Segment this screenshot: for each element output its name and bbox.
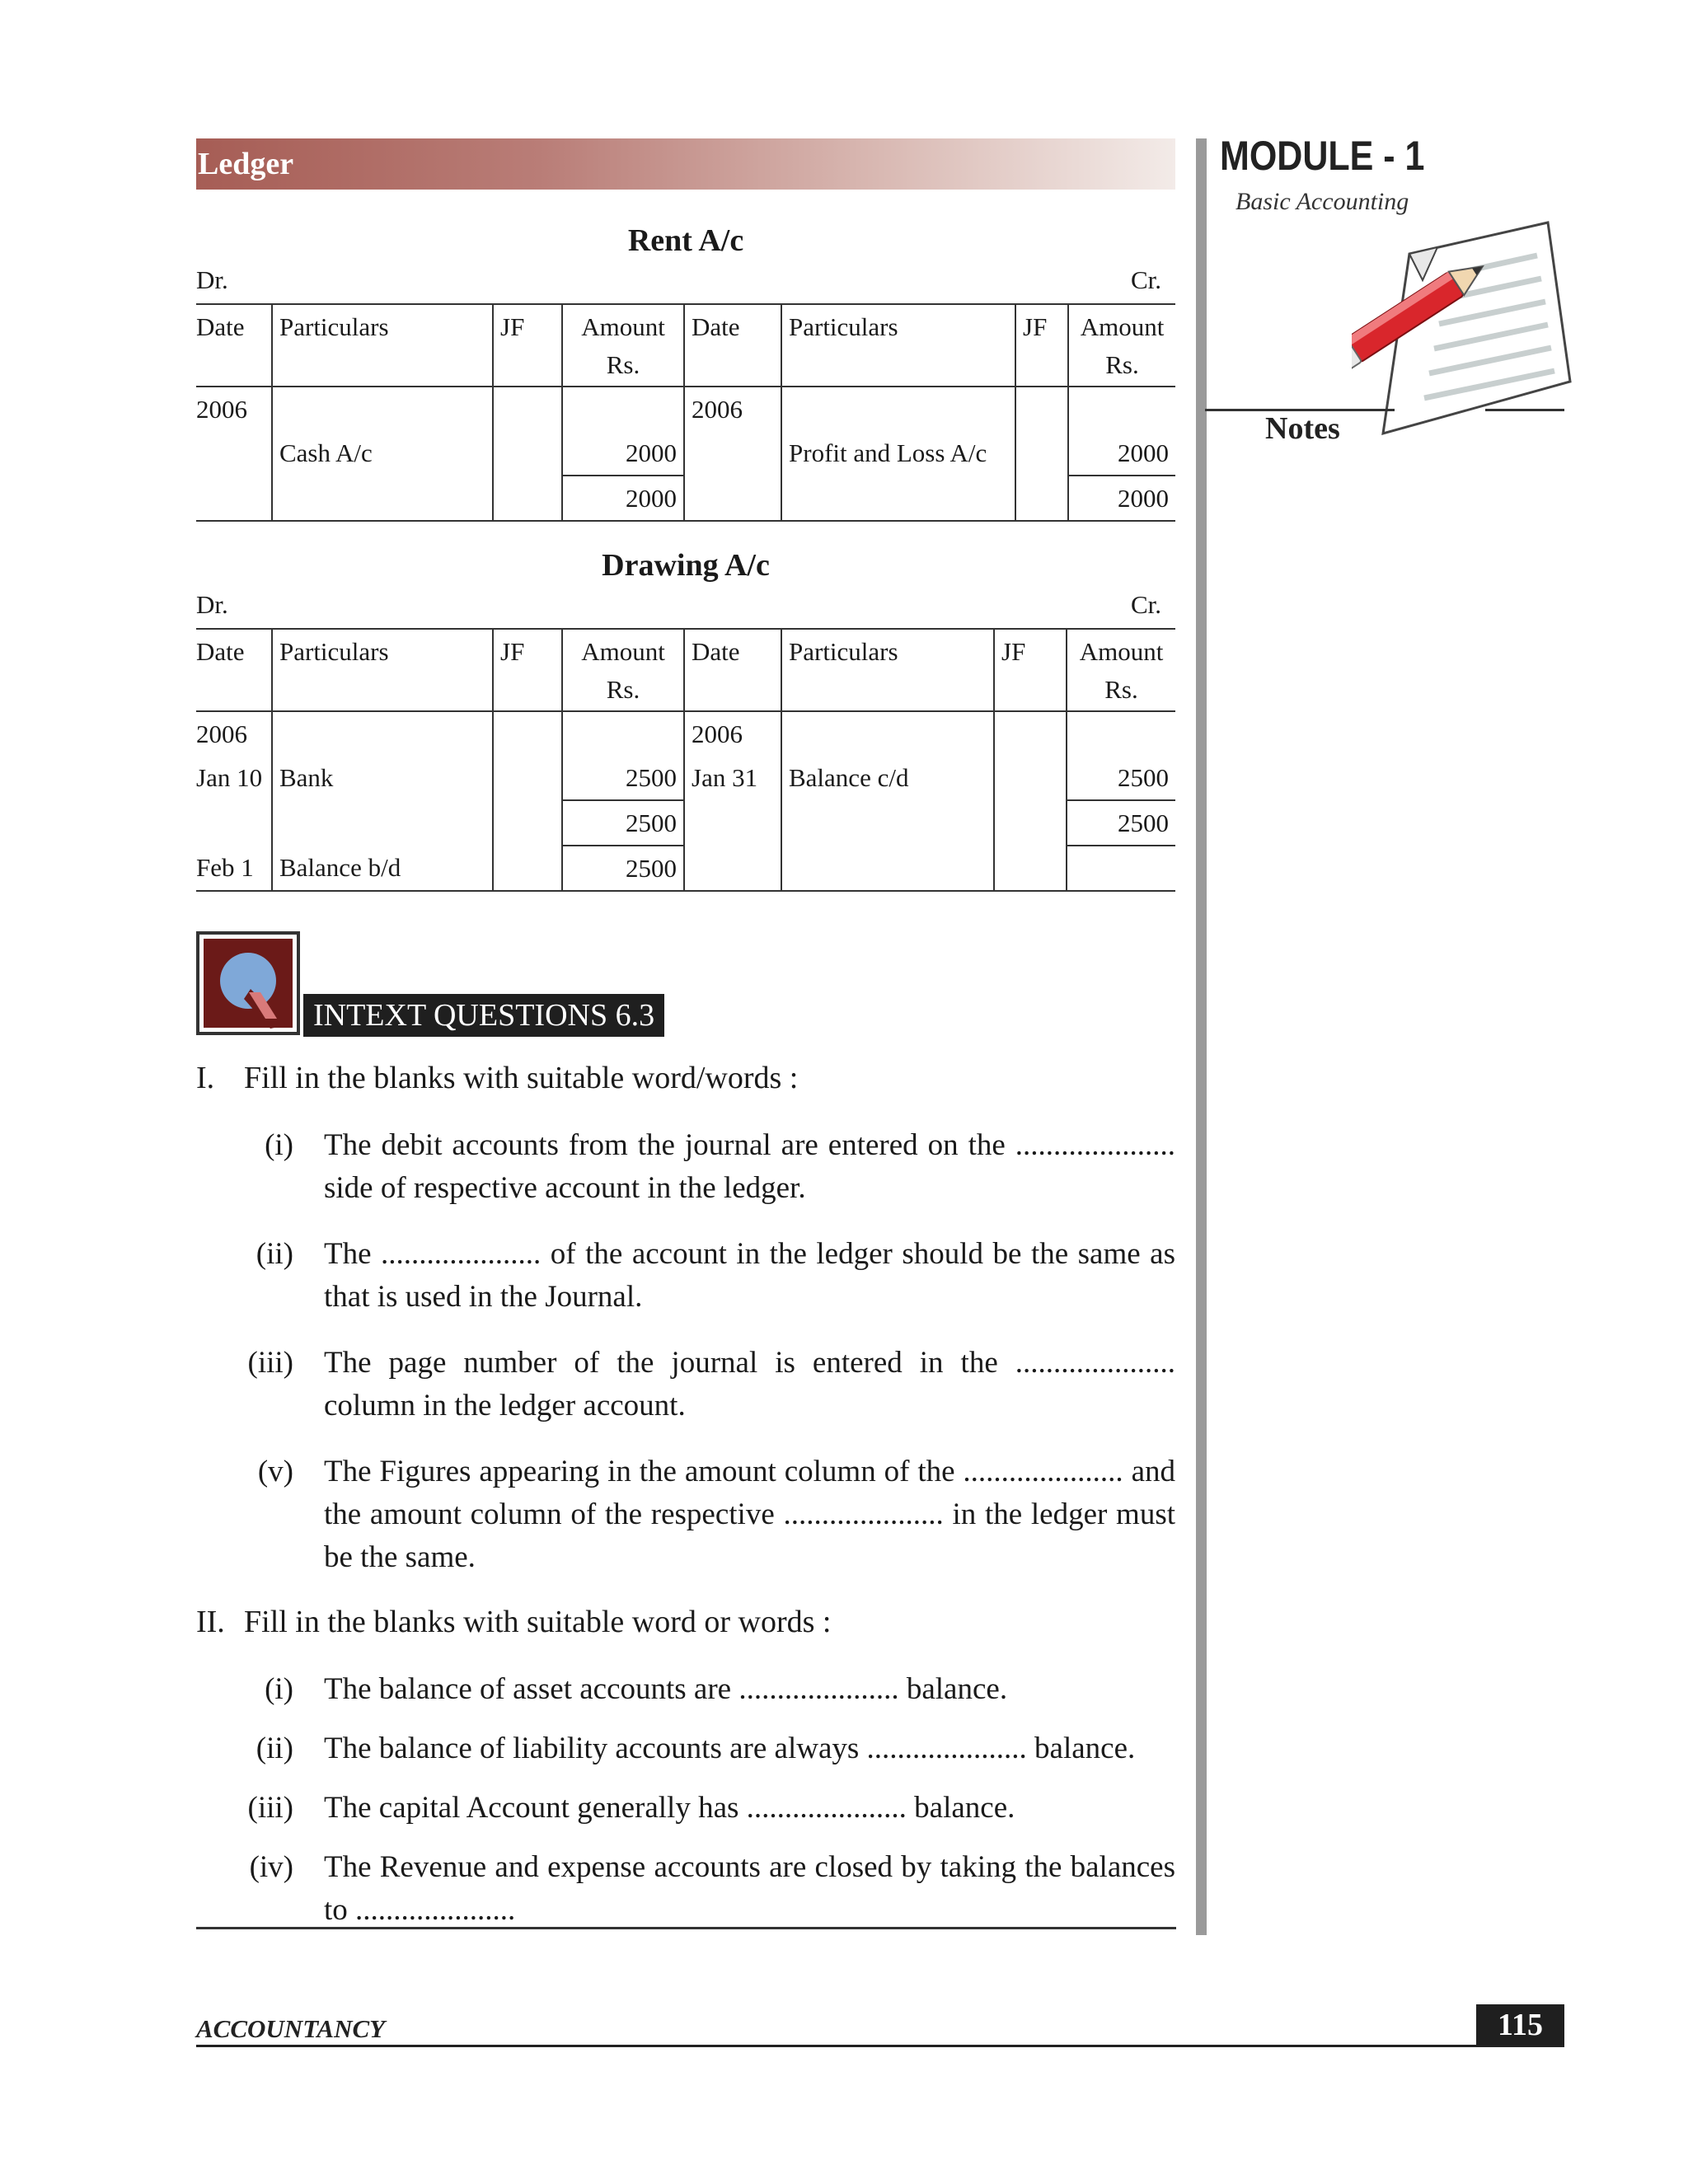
table-cell: 2006 xyxy=(196,719,247,748)
drawing-header-row xyxy=(196,629,1175,711)
question-number: (ii) xyxy=(256,1237,293,1271)
table-cell: 2500 xyxy=(562,800,684,846)
content-bottom-rule xyxy=(196,1927,1176,1929)
section-title: Ledger xyxy=(198,147,294,181)
table-row xyxy=(196,711,1175,756)
part-one-numeral: I. xyxy=(196,1061,215,1095)
table-cell xyxy=(781,846,994,891)
column-header-particulars: Particulars xyxy=(781,629,994,711)
part-one-text: Fill in the blanks with suitable word/words : xyxy=(244,1061,799,1095)
table-row xyxy=(196,800,1175,846)
table-cell xyxy=(272,800,493,846)
table-cell xyxy=(562,711,684,756)
question-number: (i) xyxy=(265,1672,293,1706)
question-text: The Revenue and expense accounts are closed by taking the balances to ..................... xyxy=(324,1850,1175,1927)
table-cell xyxy=(684,800,781,846)
table-cell: 2500 xyxy=(562,756,684,800)
rent-account-title: Rent A/c xyxy=(627,223,744,258)
footer-rule xyxy=(196,2045,1564,2047)
intext-questions-heading: INTEXT QUESTIONS 6.3 xyxy=(303,994,664,1037)
rent-ledger-table xyxy=(196,303,1175,522)
table-cell: Cash A/c xyxy=(272,431,493,476)
table-cell xyxy=(781,387,1015,431)
column-header-amount: Amount Rs. xyxy=(562,304,684,387)
part-two-heading xyxy=(196,1604,831,1640)
table-cell: Jan 31 xyxy=(684,756,781,800)
question-text: The debit accounts from the journal are entered on the ..................... side of respective account in the ledger. xyxy=(324,1128,1175,1205)
table-cell xyxy=(781,476,1015,521)
table-cell: Balance b/d xyxy=(272,846,493,891)
question-item xyxy=(239,1787,1175,1830)
drawing-account-title: Drawing A/c xyxy=(602,548,770,583)
footer-subject-label: ACCOUNTANCY xyxy=(196,2014,386,2043)
column-header-particulars: Particulars xyxy=(272,304,493,387)
column-header-jf: JF xyxy=(493,304,562,387)
part-two-numeral: II. xyxy=(196,1605,225,1639)
table-cell xyxy=(1015,476,1068,521)
table-cell: 2000 xyxy=(1068,431,1175,476)
question-number: (ii) xyxy=(256,1732,293,1765)
table-row xyxy=(196,756,1175,800)
table-cell: Feb 1 xyxy=(196,853,254,882)
table-row xyxy=(196,476,1175,521)
column-header-jf: JF xyxy=(493,629,562,711)
table-cell xyxy=(196,476,272,521)
table-cell xyxy=(1067,711,1175,756)
table-cell: Balance c/d xyxy=(781,756,994,800)
table-cell: 2500 xyxy=(562,846,684,891)
table-cell: 2500 xyxy=(1067,800,1175,846)
module-subtitle: Basic Accounting xyxy=(1236,188,1409,215)
table-cell xyxy=(781,711,994,756)
table-row xyxy=(196,387,1175,431)
question-q-icon xyxy=(196,931,300,1035)
question-text: The page number of the journal is entered in the ..................... column in the ledger account. xyxy=(324,1346,1175,1422)
column-header-particulars: Particulars xyxy=(272,629,493,711)
table-cell xyxy=(994,756,1067,800)
question-text: The balance of liability accounts are always ..................... balance. xyxy=(324,1732,1136,1765)
table-cell xyxy=(196,431,272,476)
table-row xyxy=(196,431,1175,476)
column-header-amount: Amount Rs. xyxy=(562,629,684,711)
section-header-band xyxy=(196,138,1175,190)
column-header-date: Date xyxy=(196,312,245,341)
drawing-cr-label: Cr. xyxy=(1131,590,1162,619)
question-number: (iv) xyxy=(249,1850,293,1884)
table-cell: Jan 10 xyxy=(196,763,263,792)
table-cell xyxy=(684,476,781,521)
table-cell xyxy=(994,711,1067,756)
column-header-particulars: Particulars xyxy=(781,304,1015,387)
column-header-amount: Amount Rs. xyxy=(1067,629,1175,711)
question-number: (v) xyxy=(257,1455,293,1488)
table-cell xyxy=(272,476,493,521)
table-cell xyxy=(994,846,1067,891)
table-cell xyxy=(493,711,562,756)
table-cell xyxy=(493,800,562,846)
side-rule xyxy=(1196,138,1207,1935)
table-cell: 2500 xyxy=(1067,756,1175,800)
table-cell xyxy=(493,476,562,521)
table-cell xyxy=(1067,846,1175,891)
question-text: The Figures appearing in the amount column of the ..................... and the amount column of the respective ..................... in the ledger must be the same. xyxy=(324,1455,1175,1574)
notes-label: Notes xyxy=(1265,411,1340,446)
drawing-dr-label: Dr. xyxy=(196,590,228,619)
table-cell: 2006 xyxy=(684,387,781,431)
question-number: (iii) xyxy=(247,1346,293,1380)
table-cell: Profit and Loss A/c xyxy=(781,431,1015,476)
table-cell xyxy=(196,800,272,846)
table-cell: 2000 xyxy=(562,476,684,521)
module-title: MODULE - 1 xyxy=(1220,133,1425,179)
table-cell xyxy=(272,711,493,756)
part-one-heading xyxy=(196,1060,798,1096)
table-cell xyxy=(994,800,1067,846)
table-cell xyxy=(562,387,684,431)
table-cell: Bank xyxy=(272,756,493,800)
question-item xyxy=(239,1727,1175,1770)
question-text: The capital Account generally has ..................... balance. xyxy=(324,1791,1015,1825)
rent-cr-label: Cr. xyxy=(1131,265,1162,294)
table-cell xyxy=(684,431,781,476)
column-header-date: Date xyxy=(684,629,781,711)
table-cell xyxy=(493,387,562,431)
question-item xyxy=(239,1668,1175,1711)
table-cell xyxy=(1015,431,1068,476)
part-two-text: Fill in the blanks with suitable word or words : xyxy=(244,1605,832,1639)
column-header-jf: JF xyxy=(994,629,1067,711)
question-item xyxy=(239,1451,1175,1579)
column-header-jf: JF xyxy=(1015,304,1068,387)
table-cell xyxy=(684,846,781,891)
table-row xyxy=(196,846,1175,891)
question-text: The balance of asset accounts are ..................... balance. xyxy=(324,1672,1008,1706)
table-cell: 2006 xyxy=(196,395,247,424)
table-cell: 2006 xyxy=(684,711,781,756)
table-cell xyxy=(272,387,493,431)
table-cell xyxy=(493,846,562,891)
column-header-date: Date xyxy=(196,637,245,666)
notes-rule-right xyxy=(1485,409,1564,411)
rent-dr-label: Dr. xyxy=(196,265,228,294)
table-cell xyxy=(1068,387,1175,431)
drawing-ledger-table xyxy=(196,628,1175,892)
rent-header-row xyxy=(196,304,1175,387)
question-number: (i) xyxy=(265,1128,293,1162)
question-item xyxy=(239,1124,1175,1210)
question-item xyxy=(239,1342,1175,1427)
table-cell xyxy=(493,756,562,800)
question-number: (iii) xyxy=(247,1791,293,1825)
table-cell xyxy=(781,800,994,846)
column-header-date: Date xyxy=(684,304,781,387)
table-cell xyxy=(493,431,562,476)
table-cell: 2000 xyxy=(1068,476,1175,521)
column-header-amount: Amount Rs. xyxy=(1068,304,1175,387)
table-cell xyxy=(1015,387,1068,431)
page-number: 115 xyxy=(1476,2004,1564,2046)
question-text: The ..................... of the account in the ledger should be the same as that is used in the Journal. xyxy=(324,1237,1175,1314)
question-item xyxy=(239,1846,1175,1932)
question-item xyxy=(239,1233,1175,1319)
table-cell: 2000 xyxy=(562,431,684,476)
